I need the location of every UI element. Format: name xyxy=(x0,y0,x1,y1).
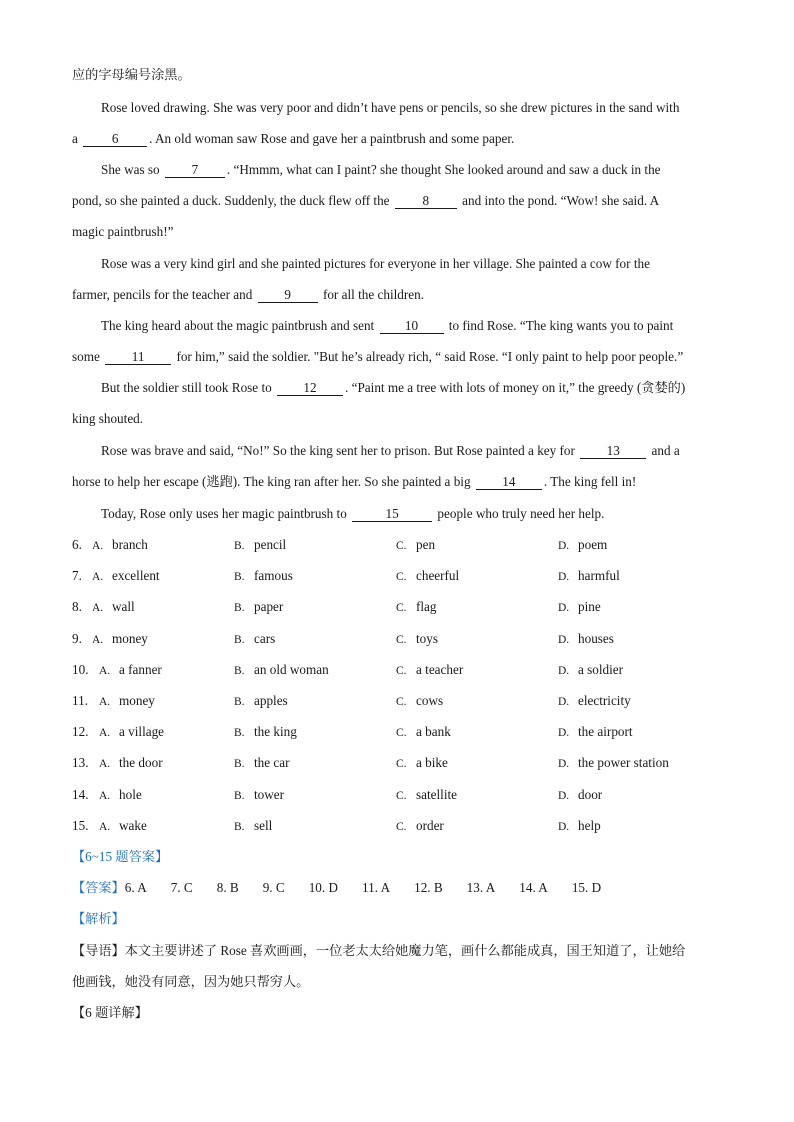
option-letter: D. xyxy=(558,633,570,646)
option-text: money xyxy=(119,693,155,708)
answer-item: 11. A xyxy=(362,880,391,895)
option-letter: D. xyxy=(558,758,570,771)
intro-line: 应的字母编号涂黑。 xyxy=(72,67,191,82)
option-text: cheerful xyxy=(416,568,460,584)
option-text: the power station xyxy=(578,755,669,771)
option-text: houses xyxy=(578,630,614,646)
passage-text: to find Rose. “The king wants you to paint xyxy=(448,318,674,333)
passage-text: The king heard about the magic paintbrush and sent xyxy=(101,318,375,333)
option-a xyxy=(99,817,147,836)
option-c xyxy=(396,661,463,680)
passage-text: and into the pond. “Wow! she said. A xyxy=(462,193,660,208)
question-row xyxy=(72,786,722,804)
option-letter: A. xyxy=(92,633,104,646)
option-a xyxy=(92,536,148,555)
option-text: a bike xyxy=(416,755,448,771)
answer-header: 【6~15 题答案】 xyxy=(72,849,169,864)
option-c xyxy=(396,567,459,586)
passage-text: Today, Rose only uses her magic paintbrush to xyxy=(101,506,347,521)
question-number: 9. xyxy=(72,630,82,646)
option-text: the airport xyxy=(578,724,633,740)
option-letter: D. xyxy=(558,696,570,708)
option-b xyxy=(234,536,286,555)
option-letter: B. xyxy=(234,664,245,677)
question-row xyxy=(72,536,722,554)
option-text: a teacher xyxy=(416,661,464,677)
question-row xyxy=(72,598,722,616)
option-text: door xyxy=(578,786,603,802)
passage-text: some xyxy=(72,349,100,364)
option-d xyxy=(558,630,614,649)
guide-text: 本文主要讲述了 Rose 喜欢画画，一位老太太给她魔力笔，画什么都能成真，国王知道了，让她给 xyxy=(124,943,686,958)
answer-item: 14. A xyxy=(519,880,548,895)
option-text: the king xyxy=(254,724,297,740)
option-text: pine xyxy=(578,599,601,615)
question-number: 14. xyxy=(72,786,89,802)
option-letter: A. xyxy=(92,540,104,552)
blank-8: 8 xyxy=(395,193,457,209)
option-b xyxy=(234,692,288,711)
option-c xyxy=(396,817,444,836)
passage-line xyxy=(101,317,751,335)
option-letter: D. xyxy=(558,571,570,584)
answer-item: 8. B xyxy=(216,880,239,895)
question-row xyxy=(72,754,722,772)
answer-label: 【答案】 xyxy=(72,880,125,895)
passage-line xyxy=(101,161,751,179)
option-d xyxy=(558,598,601,617)
guide-line: 他画钱，她没有同意，因为她只帮穷人。 xyxy=(72,974,310,989)
option-a xyxy=(99,661,162,680)
passage-text: pond, so she painted a duck. Suddenly, the duck flew off the xyxy=(72,193,390,208)
passage-text: for him,” said the soldier. "But he’s already rich, “ said Rose. “I only paint to help poor people.” xyxy=(176,349,684,364)
option-text: satellite xyxy=(416,786,458,802)
option-c xyxy=(396,723,451,742)
passage-text: for all the children. xyxy=(322,287,425,302)
passage-text: . “Paint me a tree with lots of money on it,” the greedy (贪婪的) xyxy=(345,380,686,395)
option-letter: C. xyxy=(396,540,407,552)
option-letter: B. xyxy=(234,820,245,833)
option-letter: B. xyxy=(234,789,245,802)
option-letter: A. xyxy=(99,758,111,771)
option-letter: B. xyxy=(234,540,245,552)
blank-11: 11 xyxy=(105,349,171,365)
option-letter: D. xyxy=(558,789,570,802)
option-text: order xyxy=(416,817,444,833)
passage-line: magic paintbrush!” xyxy=(72,224,174,239)
option-letter: C. xyxy=(396,820,407,833)
option-letter: A. xyxy=(99,664,111,677)
option-text: toys xyxy=(416,630,438,646)
option-letter: C. xyxy=(396,789,407,802)
option-text: pencil xyxy=(254,537,287,552)
option-d xyxy=(558,567,620,586)
analysis-label: 【解析】 xyxy=(72,911,125,926)
option-c xyxy=(396,754,448,773)
question-number: 10. xyxy=(72,661,89,677)
answer-item: 12. B xyxy=(414,880,443,895)
option-letter: A. xyxy=(99,696,111,708)
passage-line xyxy=(72,192,722,210)
option-text: the door xyxy=(119,755,163,771)
option-a xyxy=(99,754,163,773)
option-d xyxy=(558,536,607,555)
option-letter: B. xyxy=(234,633,245,646)
blank-12: 12 xyxy=(277,380,343,396)
option-b xyxy=(234,661,329,680)
question-number: 6. xyxy=(72,537,82,552)
question-number: 13. xyxy=(72,755,89,771)
option-letter: A. xyxy=(99,727,111,740)
option-b xyxy=(234,754,290,773)
option-text: electricity xyxy=(578,693,631,708)
answer-row xyxy=(72,879,722,897)
option-text: a fanner xyxy=(119,661,162,677)
blank-6: 6 xyxy=(83,131,147,147)
option-d xyxy=(558,723,633,742)
blank-15: 15 xyxy=(352,506,432,522)
option-letter: B. xyxy=(234,571,245,584)
question-row xyxy=(72,630,722,648)
option-b xyxy=(234,630,275,649)
option-text: harmful xyxy=(578,568,620,584)
option-text: money xyxy=(112,630,148,646)
option-letter: A. xyxy=(99,789,111,802)
blank-7: 7 xyxy=(165,162,225,178)
passage-text: . An old woman saw Rose and gave her a paintbrush and some paper. xyxy=(149,131,515,146)
option-letter: D. xyxy=(558,540,570,552)
option-d xyxy=(558,754,669,773)
option-text: branch xyxy=(112,537,148,552)
option-text: a soldier xyxy=(578,661,624,677)
option-a xyxy=(92,630,148,649)
option-c xyxy=(396,786,457,805)
passage-text: horse to help her escape (逃跑). The king ran after her. So she painted a big xyxy=(72,474,471,489)
option-letter: D. xyxy=(558,602,570,615)
passage-line: king shouted. xyxy=(72,411,144,426)
blank-9: 9 xyxy=(258,287,318,303)
option-text: tower xyxy=(254,786,285,802)
passage-text: people who truly need her help. xyxy=(437,506,605,521)
option-text: excellent xyxy=(112,568,160,584)
option-letter: A. xyxy=(92,571,104,584)
option-text: wall xyxy=(112,599,135,615)
passage-line xyxy=(72,286,722,304)
option-b xyxy=(234,723,297,742)
option-letter: B. xyxy=(234,696,245,708)
passage-text: But the soldier still took Rose to xyxy=(101,380,272,395)
option-a xyxy=(92,598,135,617)
answer-item: 9. C xyxy=(262,880,285,895)
option-d xyxy=(558,817,601,836)
guide-line xyxy=(72,942,722,960)
option-text: apples xyxy=(254,693,288,708)
passage-line xyxy=(72,473,722,491)
answer-item: 6. A xyxy=(124,880,147,895)
option-letter: C. xyxy=(396,633,407,646)
option-a xyxy=(99,786,142,805)
guide-label: 【导语】 xyxy=(72,943,125,958)
question-row xyxy=(72,567,722,585)
answer-item: 15. D xyxy=(571,880,602,895)
question-number: 8. xyxy=(72,599,82,615)
option-letter: D. xyxy=(558,664,570,677)
passage-text: a xyxy=(72,131,78,146)
option-a xyxy=(99,723,164,742)
answer-item: 13. A xyxy=(466,880,496,895)
option-letter: C. xyxy=(396,727,407,740)
option-text: sell xyxy=(254,817,273,833)
passage-text: . “Hmmm, what can I paint? she thought She looked around and saw a duck in the xyxy=(226,162,661,177)
option-letter: A. xyxy=(99,820,111,833)
question-row xyxy=(72,661,722,679)
option-text: famous xyxy=(254,568,293,584)
option-c xyxy=(396,692,443,711)
passage-text: She was so xyxy=(101,162,160,177)
option-a xyxy=(92,567,160,586)
option-text: poem xyxy=(578,537,608,552)
passage-line xyxy=(72,130,722,148)
option-text: a bank xyxy=(416,724,451,740)
option-text: cars xyxy=(254,630,276,646)
detail-label: 【6 题详解】 xyxy=(72,1005,148,1020)
option-letter: C. xyxy=(396,571,407,584)
question-number: 15. xyxy=(72,817,89,833)
passage-line: Rose was a very kind girl and she painted pictures for everyone in her village. She painted a cow for the xyxy=(101,256,650,271)
option-text: cows xyxy=(416,693,444,708)
option-letter: C. xyxy=(396,602,407,615)
answer-item: 10. D xyxy=(308,880,338,895)
option-d xyxy=(558,786,602,805)
option-text: a village xyxy=(119,724,165,740)
option-text: an old woman xyxy=(254,661,329,677)
passage-line: Rose loved drawing. She was very poor and didn’t have pens or pencils, so she drew pictures in the sand with xyxy=(101,100,680,115)
passage-line xyxy=(101,442,751,460)
option-text: flag xyxy=(416,599,437,615)
option-c xyxy=(396,536,435,555)
option-b xyxy=(234,567,293,586)
answer-item: 7. C xyxy=(170,880,193,895)
option-d xyxy=(558,692,631,711)
passage-text: Rose was brave and said, “No!” So the king sent her to prison. But Rose painted a key for xyxy=(101,443,575,458)
passage-text: and a xyxy=(651,443,680,458)
blank-13: 13 xyxy=(580,443,646,459)
option-c xyxy=(396,598,437,617)
option-d xyxy=(558,661,623,680)
option-letter: D. xyxy=(558,727,570,740)
question-row xyxy=(72,817,722,835)
option-letter: B. xyxy=(234,727,245,740)
option-b xyxy=(234,786,284,805)
option-letter: B. xyxy=(234,758,245,771)
option-letter: A. xyxy=(92,602,104,615)
option-text: the car xyxy=(254,755,290,771)
blank-14: 14 xyxy=(476,474,542,490)
option-text: help xyxy=(578,817,601,833)
option-c xyxy=(396,630,438,649)
blank-10: 10 xyxy=(380,318,444,334)
option-letter: D. xyxy=(558,820,570,833)
passage-line xyxy=(101,505,751,523)
option-a xyxy=(99,692,155,711)
option-letter: B. xyxy=(234,602,245,615)
option-letter: C. xyxy=(396,664,407,677)
option-text: paper xyxy=(254,599,284,615)
option-text: hole xyxy=(119,786,142,802)
passage-text: . The king fell in! xyxy=(543,474,637,489)
option-letter: C. xyxy=(396,696,407,708)
question-row xyxy=(72,723,722,741)
question-number: 11. xyxy=(72,693,88,708)
question-row xyxy=(72,692,722,710)
question-number: 7. xyxy=(72,568,82,584)
passage-line xyxy=(101,379,751,397)
option-letter: C. xyxy=(396,758,407,771)
passage-line xyxy=(72,348,722,366)
option-b xyxy=(234,598,283,617)
question-number: 12. xyxy=(72,724,89,740)
passage-text: farmer, pencils for the teacher and xyxy=(72,287,253,302)
option-text: wake xyxy=(119,817,147,833)
option-text: pen xyxy=(416,537,436,552)
option-b xyxy=(234,817,272,836)
